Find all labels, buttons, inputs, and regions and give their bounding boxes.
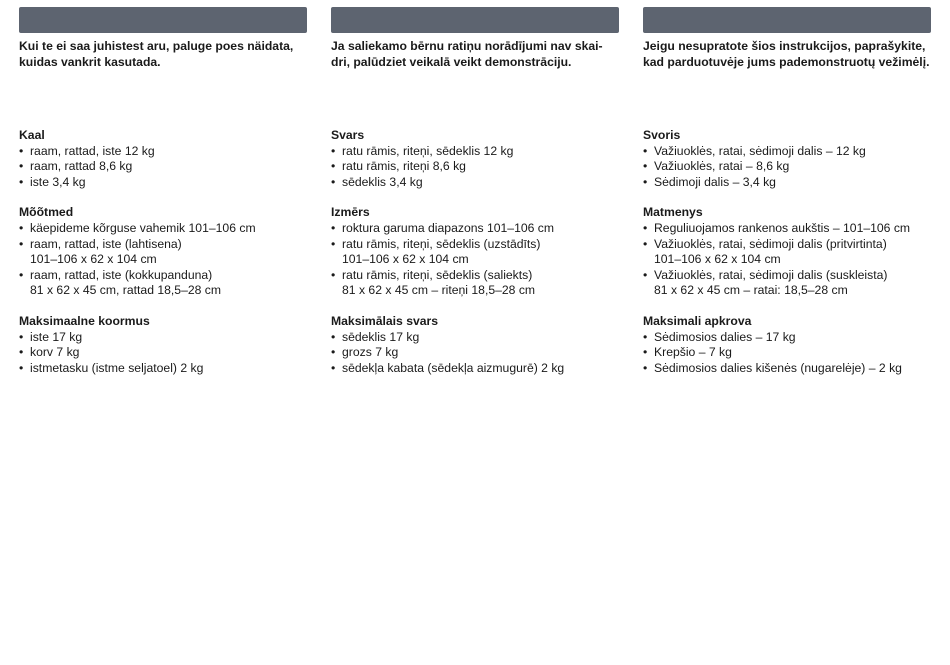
section-dimensions xyxy=(643,205,931,299)
list-item: • raam, rattad, iste (kokkupanduna) 81 x 62 x 45 cm, rattad 18,5–28 cm xyxy=(19,268,307,299)
section-title: Maksimaalne koormus xyxy=(19,313,150,328)
list-item: • sēdeklis 17 kg xyxy=(331,330,619,346)
column-header-bar xyxy=(331,7,619,33)
list-item: • Sėdimosios dalies kišenės (nugarelėje) – 2 kg xyxy=(643,361,931,377)
section-title: Matmenys xyxy=(643,205,703,220)
list-item: • Važiuoklės, ratai, sėdimoji dalis (suskleista) 81 x 62 x 45 cm – ratai: 18,5–28 cm xyxy=(643,268,931,299)
list-item: • ratu rāmis, riteņi 8,6 kg xyxy=(331,159,619,175)
list-item: • korv 7 kg xyxy=(19,345,307,361)
section-max-load xyxy=(331,314,619,376)
intro-text: Ja saliekamo bērnu ratiņu norādījumi nav skai-dri, palūdziet veikalā veikt demonstrāciju. xyxy=(331,39,603,69)
section-title: Izmērs xyxy=(331,205,370,220)
section-max-load xyxy=(19,314,307,376)
list-item: • Reguliuojamos rankenos aukštis – 101–106 cm xyxy=(643,221,931,237)
intro-text: Jeigu nesupratote šios instrukcijos, paprašykite, kad parduotuvėje jums pademonstruotų vežimėlį. xyxy=(643,39,930,69)
list-item: • Važiuoklės, ratai, sėdimoji dalis (pritvirtinta) 101–106 x 62 x 104 cm xyxy=(643,237,931,268)
section-max-load xyxy=(643,314,931,376)
list-item: • Sėdimosios dalies – 17 kg xyxy=(643,330,931,346)
list-item: • ratu rāmis, riteņi, sēdeklis (saliekts) 81 x 62 x 45 cm – riteņi 18,5–28 cm xyxy=(331,268,619,299)
list-item: • Važiuoklės, ratai, sėdimoji dalis – 12 kg xyxy=(643,144,931,160)
list-item: • raam, rattad, iste 12 kg xyxy=(19,144,307,160)
list-item: • Krepšio – 7 kg xyxy=(643,345,931,361)
list-item: • iste 17 kg xyxy=(19,330,307,346)
section-title: Mõõtmed xyxy=(19,205,74,220)
intro-text: Kui te ei saa juhistest aru, paluge poes näidata, kuidas vankrit kasutada. xyxy=(19,39,294,69)
list-item: • ratu rāmis, riteņi, sēdeklis (uzstādīts) 101–106 x 62 x 104 cm xyxy=(331,237,619,268)
section-title: Svoris xyxy=(643,128,681,142)
section-weight xyxy=(643,128,931,190)
column-latvian xyxy=(331,7,619,376)
list-item: • raam, rattad 8,6 kg xyxy=(19,159,307,175)
list-item: • istmetasku (istme seljatoel) 2 kg xyxy=(19,361,307,377)
column-estonian xyxy=(19,7,307,376)
list-item: • Sėdimoji dalis – 3,4 kg xyxy=(643,175,931,191)
column-header-bar xyxy=(19,7,307,33)
list-item: • sēdekļa kabata (sēdekļa aizmugurē) 2 kg xyxy=(331,361,619,377)
list-item: • grozs 7 kg xyxy=(331,345,619,361)
list-item: • raam, rattad, iste (lahtisena) 101–106 x 62 x 104 cm xyxy=(19,237,307,268)
list-item: • iste 3,4 kg xyxy=(19,175,307,191)
list-item: • käepideme kõrguse vahemik 101–106 cm xyxy=(19,221,307,237)
section-weight xyxy=(331,128,619,190)
list-item: • Važiuoklės, ratai – 8,6 kg xyxy=(643,159,931,175)
column-header-bar xyxy=(643,7,931,33)
list-item: • roktura garuma diapazons 101–106 cm xyxy=(331,221,619,237)
list-item: • ratu rāmis, riteņi, sēdeklis 12 kg xyxy=(331,144,619,160)
column-lithuanian xyxy=(643,7,931,376)
section-title: Maksimali apkrova xyxy=(643,313,752,328)
section-weight xyxy=(19,128,307,190)
section-dimensions xyxy=(331,205,619,299)
section-title: Maksimālais svars xyxy=(331,313,439,328)
section-title: Svars xyxy=(331,128,365,142)
section-dimensions xyxy=(19,205,307,299)
section-title: Kaal xyxy=(19,128,45,142)
list-item: • sēdeklis 3,4 kg xyxy=(331,175,619,191)
